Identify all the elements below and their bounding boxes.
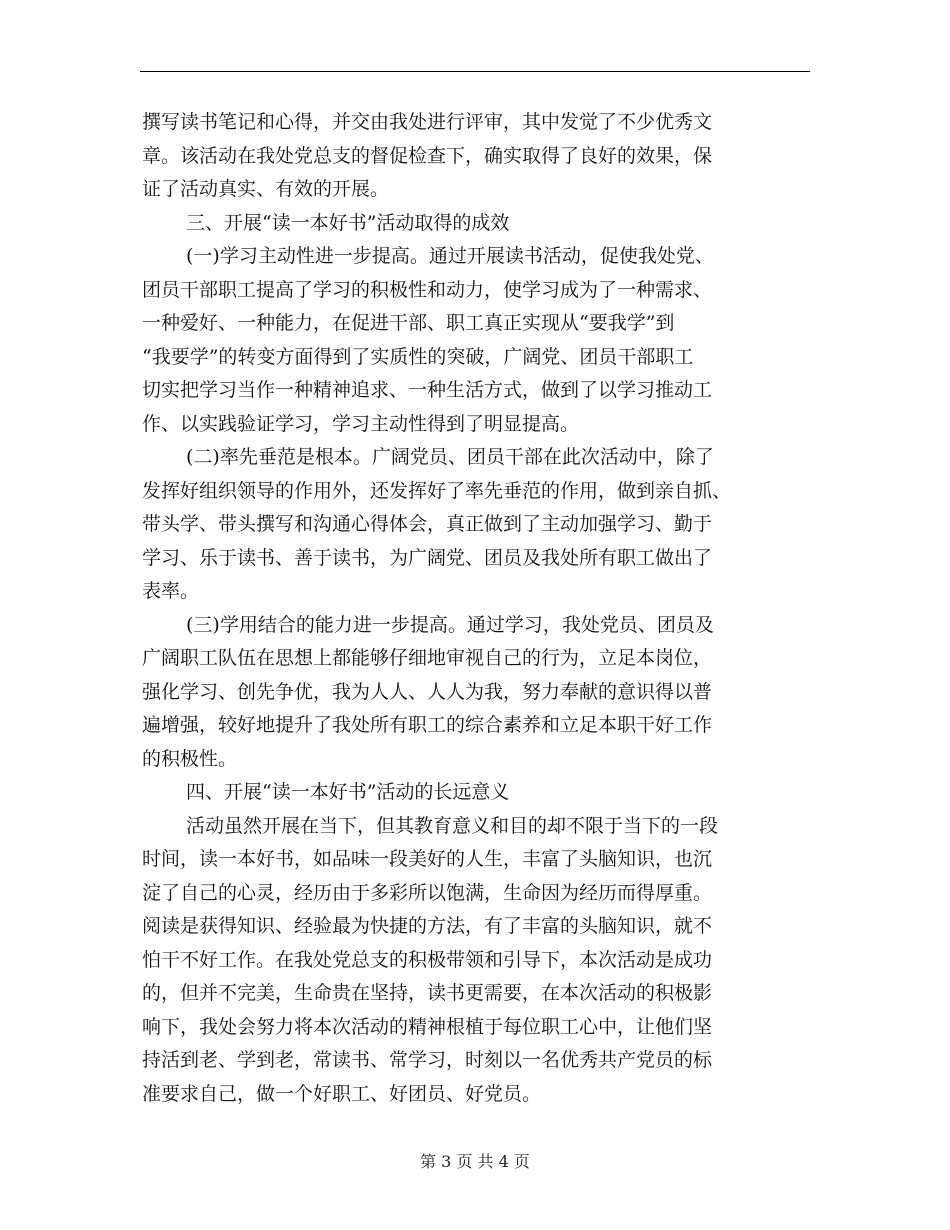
text-line: 一种爱好、一种能力，在促进干部、职工真正实现从“要我学”到 <box>142 312 675 334</box>
text-line: 学习、乐于读书、善于读书，为广阔党、团员及我处所有职工做出了 <box>142 546 713 569</box>
text-line: 遍增强，较好地提升了我处所有职工的综合素养和立足本职干好工作 <box>142 714 713 736</box>
text-line: 准要求自己，做一个好职工、好团员、好党员。 <box>142 1082 542 1105</box>
text-line: 的积极性。 <box>142 747 238 770</box>
text-line: 撰写读书笔记和心得，并交由我处进行评审，其中发觉了不少优秀文 <box>142 111 713 133</box>
text-line: 章。该活动在我处党总支的督促检查下，确实取得了良好的效果，保 <box>142 144 713 167</box>
text-line: 切实把学习当作一种精神追求、一种生活方式，做到了以学习推动工 <box>142 379 713 401</box>
text-line: 证了活动真实、有效的开展。 <box>142 178 390 200</box>
header-rule <box>140 71 810 72</box>
document-body <box>142 106 814 1111</box>
text-line: 带头学、带头撰写和沟通心得体会，真正做到了主动加强学习、勤于 <box>142 513 713 535</box>
text-line: 表率。 <box>142 580 200 602</box>
section-heading: 三、开展“读一本好书”活动取得的成效 <box>186 211 510 234</box>
section-heading: 四、开展“读一本好书”活动的长远意义 <box>186 781 510 803</box>
text-line: 强化学习、创先争优，我为人人、人人为我，努力奉献的意识得以普 <box>142 680 713 703</box>
text-line: 响下，我处会努力将本次活动的精神根植于每位职工心中，让他们坚 <box>142 1015 713 1038</box>
text-line: 持活到老、学到老，常读书、常学习，时刻以一名优秀共产党员的标 <box>142 1049 713 1071</box>
text-line: 作、以实践验证学习，学习主动性得到了明显提高。 <box>142 412 580 435</box>
text-line: 活动虽然开展在当下，但其教育意义和目的却不限于当下的一段 <box>186 814 719 837</box>
text-line: (三)学用结合的能力进一步提高。通过学习，我处党员、团员及 <box>186 613 714 636</box>
text-line: 阅读是获得知识、经验最为快捷的方法，有了丰富的头脑知识，就不 <box>142 915 713 937</box>
text-line: 淀了自己的心灵，经历由于多彩所以饱满，生命因为经历而得厚重。 <box>142 881 713 904</box>
text-line: 发挥好组织领导的作用外，还发挥好了率先垂范的作用，做到亲自抓、 <box>142 479 732 502</box>
text-line: 的，但并不完美，生命贵在坚持，读书更需要，在本次活动的积极影 <box>142 982 713 1004</box>
text-line: 时间，读一本好书，如品味一段美好的人生，丰富了头脑知识，也沉 <box>142 848 713 870</box>
text-line: 怕干不好工作。在我处党总支的积极带领和引导下，本次活动是成功 <box>142 948 713 971</box>
page-number-footer: 第 3 页 共 4 页 <box>420 1152 530 1171</box>
text-line: 广阔职工队伍在思想上都能够仔细地审视自己的行为，立足本岗位， <box>142 647 713 669</box>
text-line: “我要学”的转变方面得到了实质性的突破，广阔党、团员干部职工 <box>142 345 694 368</box>
text-line: (二)率先垂范是根本。广阔党员、团员干部在此次活动中，除了 <box>186 446 714 468</box>
text-line: (一)学习主动性进一步提高。通过开展读书活动，促使我处党、 <box>186 245 714 267</box>
text-line: 团员干部职工提高了学习的积极性和动力，使学习成为了一种需求、 <box>142 278 713 301</box>
